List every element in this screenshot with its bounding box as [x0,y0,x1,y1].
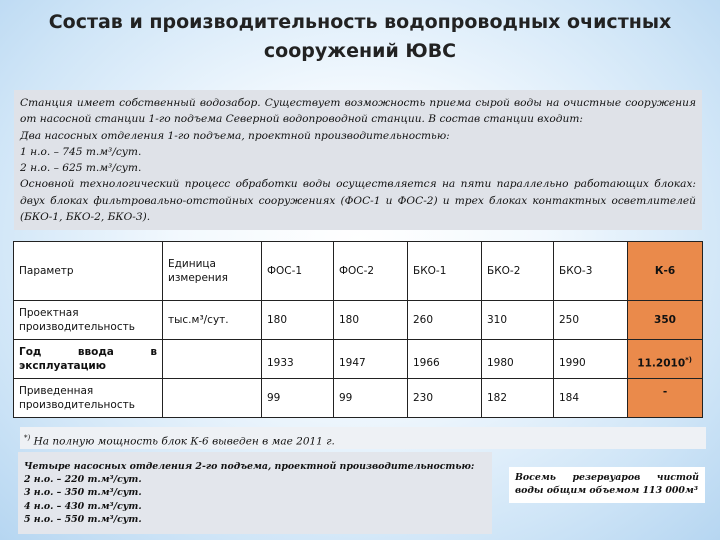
k6-value-cell: 350 [628,301,703,340]
value-cell: 184 [554,379,628,418]
value-cell: 1980 [482,340,554,379]
footnote [20,427,706,449]
value-cell: 99 [334,379,408,418]
value-cell: 1947 [334,340,408,379]
value-cell: 1966 [408,340,482,379]
header-cell: Параметр [14,242,163,301]
title-line-2: сооружений ЮВС [263,40,457,62]
pump-line: 3 н.о. – 350 т.м³/сут. [24,487,142,499]
header-cell: БКО-1 [408,242,482,301]
value-cell: 180 [334,301,408,340]
header-cell: ФОС-1 [262,242,334,301]
header-cell: ФОС-2 [334,242,408,301]
value-cell: 1933 [262,340,334,379]
value-cell: 180 [262,301,334,340]
header-cell: БКО-2 [482,242,554,301]
pumps-heading: Четыре насосных отделения 2-го подъема, проектной производительностью: [24,461,475,472]
intro-paragraph: Основной технологический процесс обработки воды осуществляется на пяти параллельно работающих блоках: двух блоках фильтровально-отстойных сооружениях (ФОС-1 и ФОС-2) и трех блоках контактных осветлителей (БКО-1, БКО-2, БКО-3). [20,178,696,224]
value-cell: 310 [482,301,554,340]
intro-paragraph: Два насосных отделения 1-го подъема, проектной производительностью: [20,129,450,142]
intro-pump-line: 2 н.о. – 625 т.м³/сут. [20,162,142,175]
value-cell: 230 [408,379,482,418]
header-cell-k6: К-6 [628,242,703,301]
value-cell: 1990 [554,340,628,379]
footnote-text: На полную мощность блок К-6 выведен в мае 2011 г. [30,435,335,448]
value-cell: 182 [482,379,554,418]
param-cell [14,340,163,379]
pump-line: 5 н.о. – 550 т.м³/сут. [24,513,142,525]
table-header-row [14,242,703,301]
reservoirs-note: Восемь резервуаров чистой воды общим объемом 113 000м³ [509,467,705,503]
intro-pump-line: 1 н.о. – 745 т.м³/сут. [20,145,142,158]
param-cell: Приведенная производительность [14,379,163,418]
value-cell: 260 [408,301,482,340]
intro-text-block [14,90,702,230]
value-cell: 99 [262,379,334,418]
pump-stations-block [18,452,492,534]
unit-cell [163,379,262,418]
header-cell: Единица измерения [163,242,262,301]
header-cell: БКО-3 [554,242,628,301]
page-title [20,8,700,66]
table-row [14,340,703,379]
footnote-mark: *) [24,434,31,442]
facilities-table [13,241,703,418]
table-row [14,379,703,418]
value-cell: 250 [554,301,628,340]
k6-value-cell [628,340,703,379]
unit-cell: тыс.м³/сут. [163,301,262,340]
unit-cell [163,340,262,379]
table-row [14,301,703,340]
param-cell: Проектная производительность [14,301,163,340]
param-text: Год ввода в эксплуатацию [19,346,157,372]
intro-paragraph: Станция имеет собственный водозабор. Существует возможность приема сырой воды на очистные сооружения от насосной станции 1-го подъема Северной водопроводной станции. В состав станции входит: [20,97,696,126]
pump-line: 2 н.о. – 220 т.м³/сут. [24,474,142,486]
k6-value-cell: - [628,379,703,418]
footnote-mark: *) [685,355,692,364]
k6-year: 11.2010 [637,357,686,369]
title-line-1: Состав и производительность водопроводных очистных [48,11,672,33]
pump-line: 4 н.о. – 430 т.м³/сут. [24,500,142,512]
